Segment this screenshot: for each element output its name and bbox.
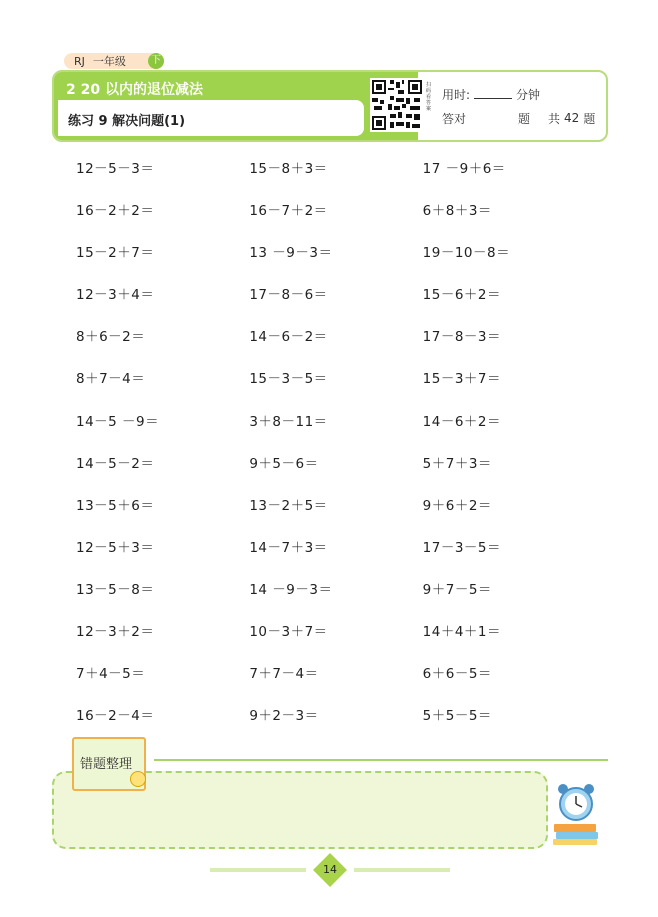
equation-item: 14－7＋3＝ xyxy=(249,539,328,556)
equation-item: 14 －9－3＝ xyxy=(249,581,333,598)
equation-item: 14－6－2＝ xyxy=(249,329,328,346)
lesson-card xyxy=(58,100,364,136)
equation-item: 14－6＋2＝ xyxy=(422,413,502,430)
page-number: 14 xyxy=(323,863,337,876)
equation-item: 9＋2－3＝ xyxy=(249,708,319,725)
total-count: 42 xyxy=(564,111,580,125)
equation-item: 16－7＋2＝ xyxy=(249,203,328,220)
equation-item: 15－2＋7＝ xyxy=(76,245,155,262)
equation-row xyxy=(76,367,596,409)
page-bar-right xyxy=(354,868,450,872)
equation-item: 15－8＋3＝ xyxy=(249,161,328,177)
mistakes-tab xyxy=(72,737,146,791)
equation-item: 9＋6＋2＝ xyxy=(422,497,492,514)
equation-item: 13 －9－3＝ xyxy=(249,245,333,262)
correct-label: 答对 xyxy=(442,111,467,126)
equation-item: 7＋7－4＝ xyxy=(249,666,319,683)
unit-title: 2 20 以内的退位减法 xyxy=(66,82,203,98)
equation-item: 12－5－3＝ xyxy=(76,161,155,177)
equation-row xyxy=(76,536,596,578)
question-word: 题 xyxy=(518,111,531,126)
equation-item: 14－5 －9＝ xyxy=(76,413,160,430)
equation-item: 12－5＋3＝ xyxy=(76,539,155,556)
equation-item: 3＋8－11＝ xyxy=(249,413,328,430)
total-unit: 题 xyxy=(583,111,596,126)
equation-item: 19－10－8＝ xyxy=(422,245,511,262)
equation-row xyxy=(76,704,596,746)
time-label: 用时: xyxy=(442,87,471,102)
equation-item: 17－8－3＝ xyxy=(422,329,502,346)
equation-item: 15－3＋7＝ xyxy=(422,371,502,388)
equation-item: 15－6＋2＝ xyxy=(422,287,502,304)
equation-row xyxy=(76,578,596,620)
equation-row xyxy=(76,410,596,452)
equation-row xyxy=(76,662,596,704)
qr-caption: 扫码看答案 xyxy=(426,82,432,112)
alarm-clock-books-icon xyxy=(552,780,602,846)
header-box xyxy=(52,70,608,142)
equation-item: 10－3＋7＝ xyxy=(249,624,328,641)
equation-item: 12－3＋4＝ xyxy=(76,287,155,304)
equation-row xyxy=(76,620,596,662)
equation-row xyxy=(76,283,596,325)
equation-item: 7＋4－5＝ xyxy=(76,666,146,683)
time-blank[interactable] xyxy=(474,89,512,99)
equation-row xyxy=(76,452,596,494)
equation-item: 6＋6－5＝ xyxy=(422,666,492,683)
page-bar-left xyxy=(210,868,306,872)
equation-item: 13－5－8＝ xyxy=(76,581,155,598)
equation-item: 6＋8＋3＝ xyxy=(422,203,492,220)
equation-item: 14－5－2＝ xyxy=(76,455,155,472)
grade-tag xyxy=(64,53,164,69)
time-row xyxy=(442,82,595,106)
stats-panel xyxy=(442,82,595,130)
equation-item: 5＋7＋3＝ xyxy=(422,455,492,472)
qr-code-icon[interactable] xyxy=(370,78,424,132)
equation-row xyxy=(76,157,596,199)
equation-item: 17－3－5＝ xyxy=(422,539,502,556)
grade-label: 一年级 xyxy=(92,55,126,68)
equation-item: 17－8－6＝ xyxy=(249,287,328,304)
equation-item: 16－2＋2＝ xyxy=(76,203,155,220)
equation-row xyxy=(76,241,596,283)
equation-item: 9＋7－5＝ xyxy=(422,581,492,598)
equation-grid xyxy=(76,157,596,746)
time-unit: 分钟 xyxy=(516,87,541,102)
total-label: 共 xyxy=(548,111,561,126)
volume-badge: 下 xyxy=(148,53,164,69)
equation-item: 13－2＋5＝ xyxy=(249,497,328,514)
divider-line xyxy=(154,759,608,761)
equation-item: 14＋4＋1＝ xyxy=(422,624,502,641)
equation-item: 15－3－5＝ xyxy=(249,371,328,388)
equation-item: 16－2－4＝ xyxy=(76,708,155,725)
equation-item: 8＋6－2＝ xyxy=(76,329,146,346)
equation-row xyxy=(76,494,596,536)
equation-row xyxy=(76,325,596,367)
lesson-title: 练习 9 解决问题(1) xyxy=(68,114,186,129)
equation-item: 12－3＋2＝ xyxy=(76,624,155,641)
equation-item: 9＋5－6＝ xyxy=(249,455,319,472)
equation-item: 13－5＋6＝ xyxy=(76,497,155,514)
equation-item: 8＋7－4＝ xyxy=(76,371,146,388)
mistakes-label: 错题整理 xyxy=(80,757,133,772)
equation-row xyxy=(76,199,596,241)
lightbulb-icon xyxy=(130,771,146,787)
equation-item: 17 －9＋6＝ xyxy=(422,161,506,177)
edition-code: RJ xyxy=(74,54,85,68)
equation-item: 5＋5－5＝ xyxy=(422,708,492,725)
header-title-band xyxy=(54,72,418,140)
score-row xyxy=(442,106,595,130)
